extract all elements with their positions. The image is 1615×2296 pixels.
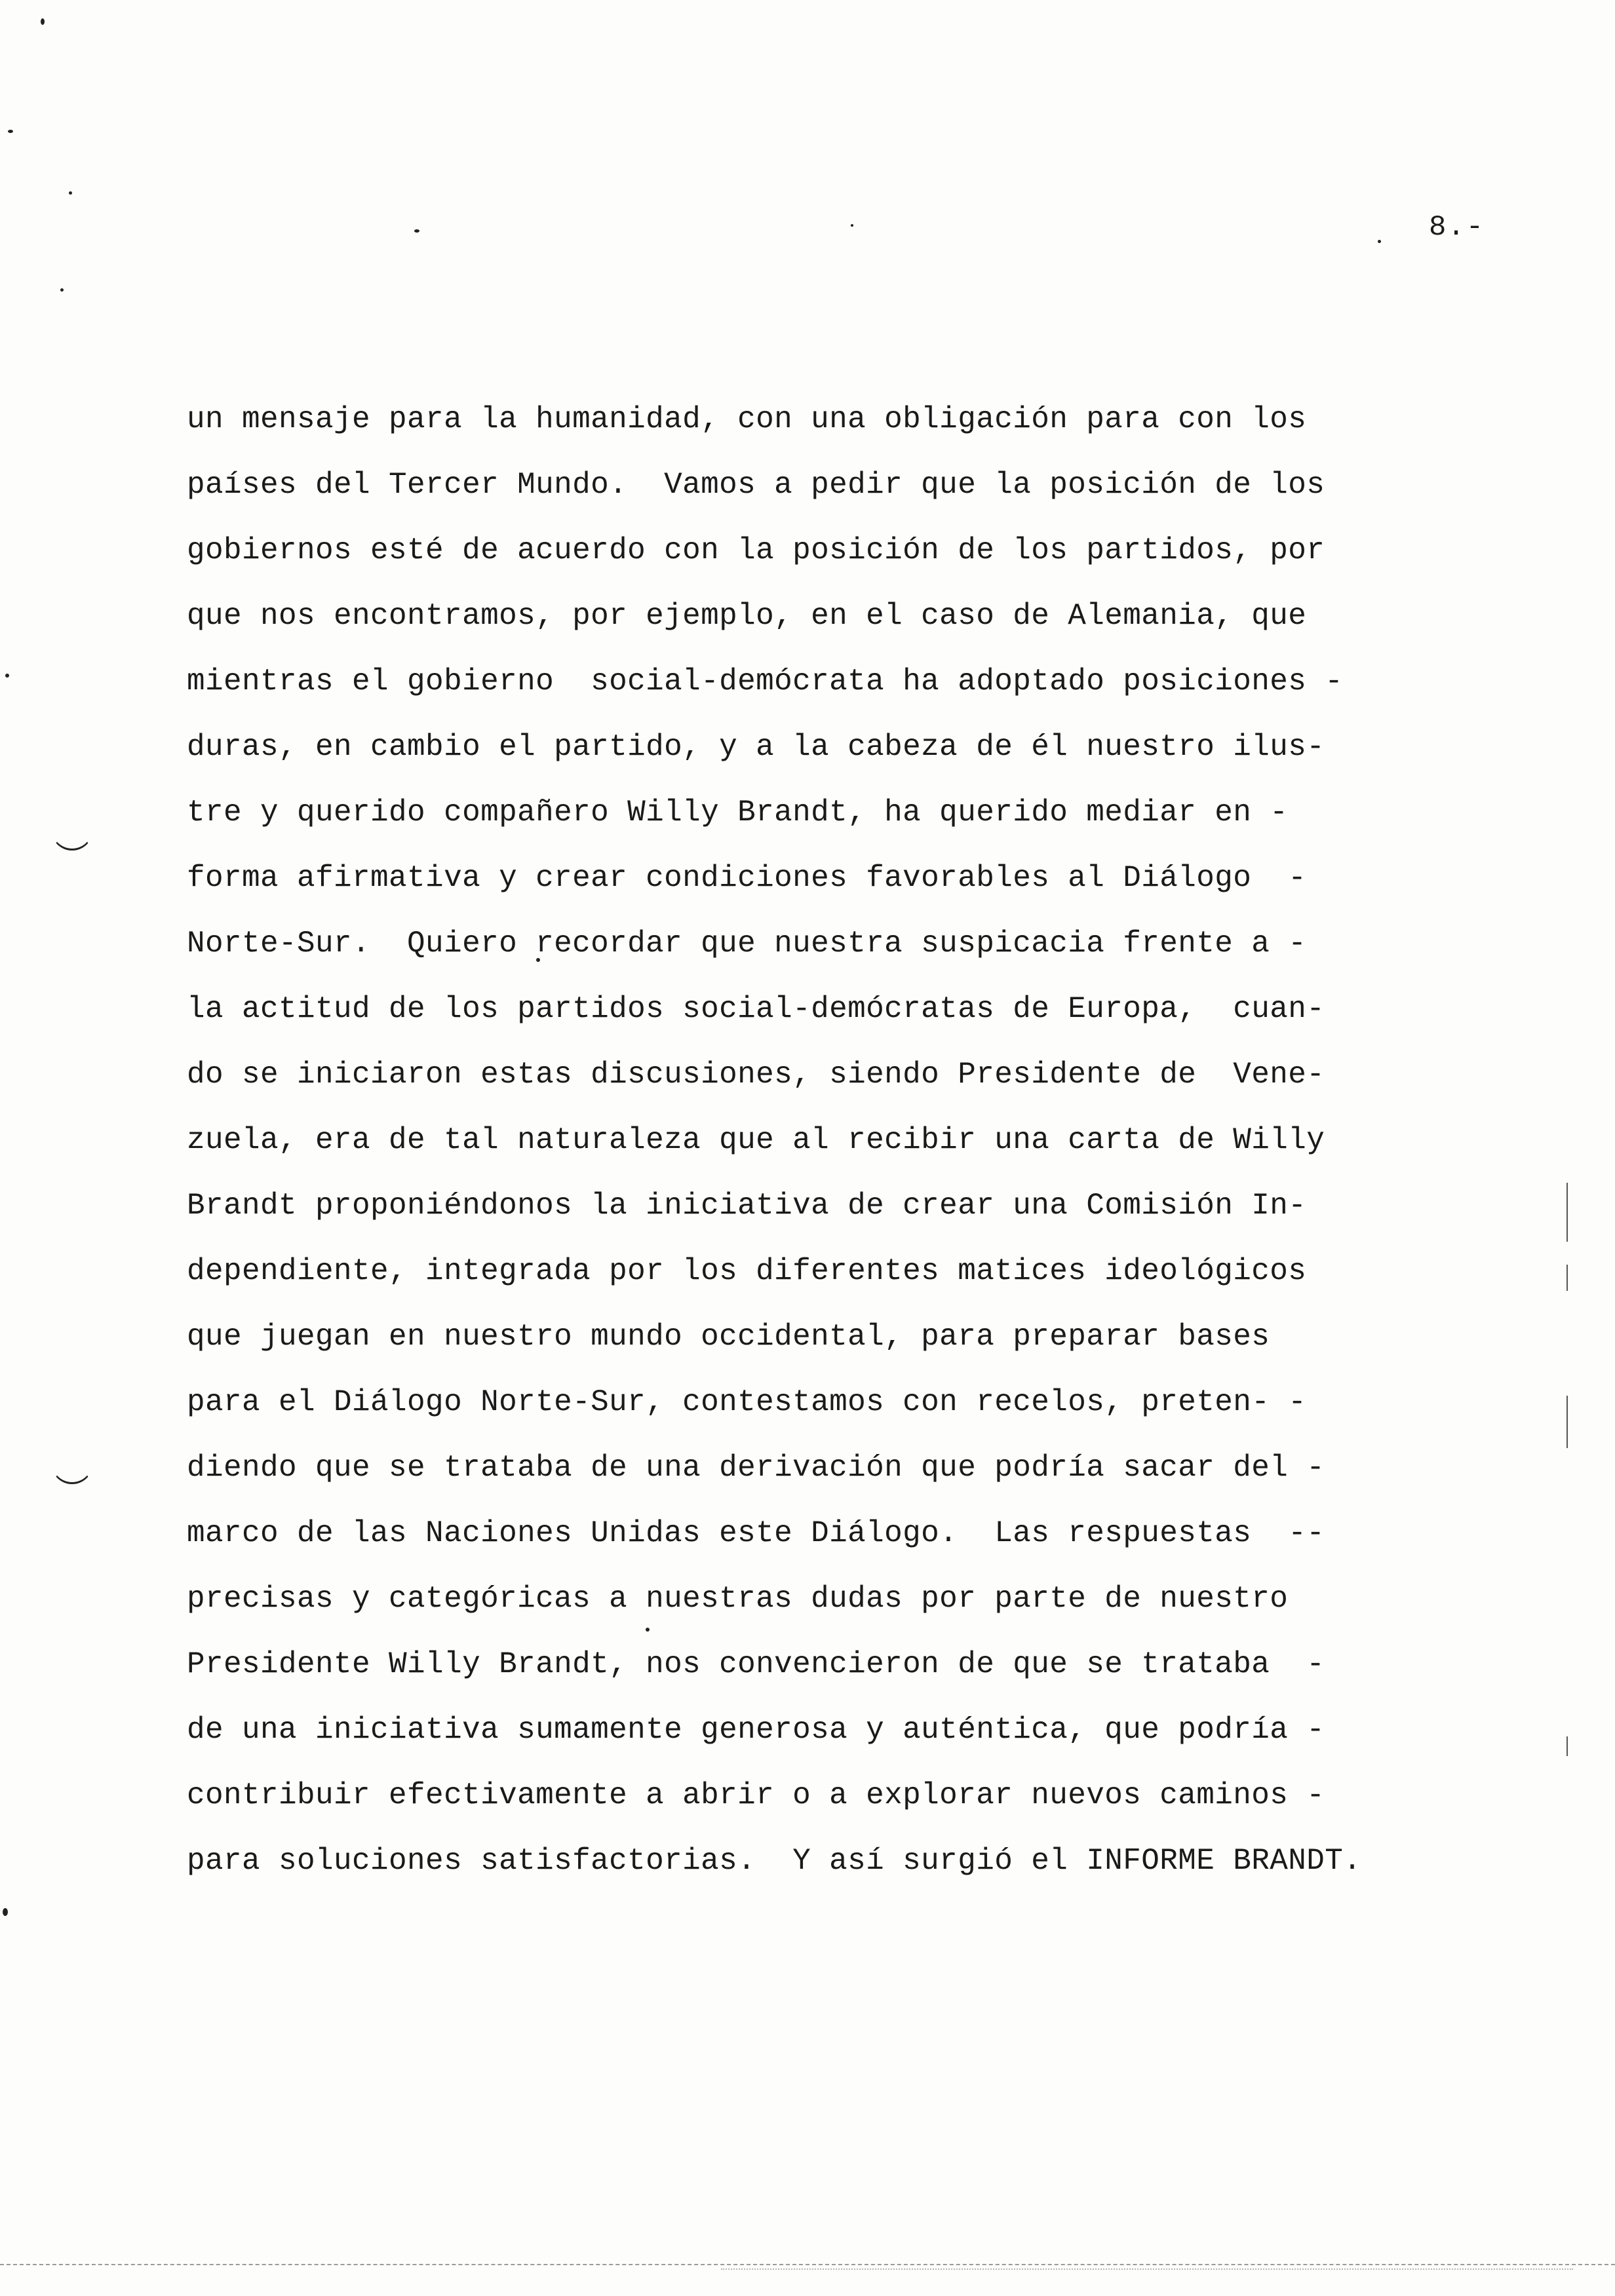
edge-scratch (1566, 1183, 1568, 1242)
text-line: para el Diálogo Norte-Sur, contestamos con recelos, preten- - (187, 1385, 1307, 1419)
text-line: Brandt proponiéndonos la iniciativa de crear una Comisión In- (187, 1189, 1307, 1223)
text-line: forma afirmativa y crear condiciones favorables al Diálogo - (187, 861, 1307, 895)
margin-punch-mark (51, 1463, 93, 1484)
scan-speck (69, 191, 72, 195)
text-line: gobiernos esté de acuerdo con la posición de los partidos, por (187, 533, 1325, 567)
text-line: tre y querido compañero Willy Brandt, ha querido mediar en - (187, 795, 1289, 830)
text-line: duras, en cambio el partido, y a la cabeza de él nuestro ilus- (187, 730, 1325, 764)
body-text (187, 387, 1498, 1894)
text-line: zuela, era de tal naturaleza que al recibir una carta de Willy (187, 1123, 1325, 1157)
scan-speck (8, 130, 13, 133)
scan-speck (41, 18, 45, 25)
scan-edge-line (721, 2268, 1573, 2270)
margin-punch-mark (51, 829, 93, 851)
scan-speck (3, 1908, 8, 1916)
edge-scratch (1566, 1265, 1568, 1291)
text-line: dependiente, integrada por los diferentes matices ideológicos (187, 1254, 1307, 1288)
scan-speck (5, 674, 9, 678)
edge-scratch (1566, 1396, 1568, 1448)
text-line: do se iniciaron estas discusiones, siendo Presidente de Vene- (187, 1058, 1325, 1092)
scan-speck (1378, 240, 1381, 243)
text-line: la actitud de los partidos social-demócratas de Europa, cuan- (187, 992, 1325, 1026)
text-line: diendo que se trataba de una derivación que podría sacar del - (187, 1451, 1325, 1485)
scan-edge-line (0, 2264, 1615, 2265)
text-line: contribuir efectivamente a abrir o a explorar nuevos caminos - (187, 1778, 1325, 1812)
text-line: marco de las Naciones Unidas este Diálogo. Las respuestas -- (187, 1516, 1325, 1550)
scan-speck (414, 229, 419, 233)
text-line: de una iniciativa sumamente generosa y auténtica, que podría - (187, 1713, 1325, 1747)
page-number: 8.- (1429, 211, 1485, 244)
text-line: mientras el gobierno social-demócrata ha adoptado posiciones - (187, 664, 1344, 698)
text-line: que nos encontramos, por ejemplo, en el caso de Alemania, que (187, 599, 1307, 633)
text-line: Norte-Sur. Quiero recordar que nuestra suspicacia frente a - (187, 927, 1307, 961)
text-line: precisas y categóricas a nuestras dudas por parte de nuestro (187, 1582, 1289, 1616)
scan-speck (60, 288, 64, 292)
text-line: Presidente Willy Brandt, nos convencieron de que se trataba - (187, 1647, 1325, 1681)
text-line: un mensaje para la humanidad, con una obligación para con los (187, 402, 1307, 436)
text-line: para soluciones satisfactorias. Y así surgió el INFORME BRANDT. (187, 1844, 1362, 1878)
text-line: países del Tercer Mundo. Vamos a pedir que la posición de los (187, 468, 1325, 502)
text-line: que juegan en nuestro mundo occidental, para preparar bases (187, 1320, 1270, 1354)
edge-scratch (1566, 1736, 1568, 1756)
scan-speck (851, 224, 853, 227)
